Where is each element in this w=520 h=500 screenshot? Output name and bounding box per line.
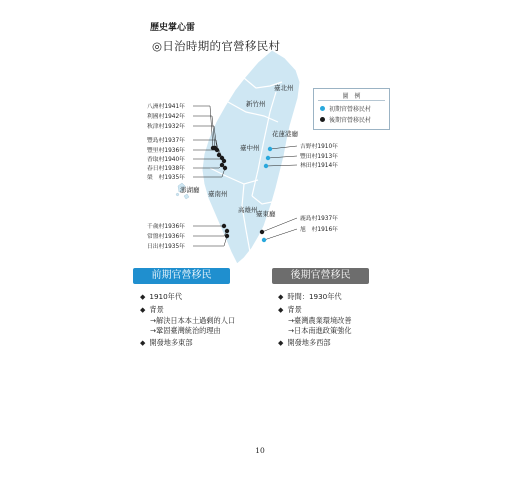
late-dot-icon — [320, 117, 325, 122]
late-heading: 後期官營移民 — [272, 268, 369, 284]
leader-line — [262, 218, 297, 232]
early-village-dot — [264, 164, 268, 168]
region-taitung: 臺東廳 — [256, 210, 276, 218]
village-label-west: 日出村1935年 — [147, 244, 185, 250]
early-village-dot — [268, 147, 272, 151]
legend-divider — [318, 100, 385, 101]
diamond-icon: ◆ — [140, 293, 146, 301]
region-hsinchu: 新竹州 — [246, 100, 266, 108]
village-label-west: 豐島村1937年 — [147, 138, 185, 144]
early-background — [140, 305, 164, 315]
late-village-dot — [222, 159, 226, 163]
early-bg1: →解決日本本土過剩的人口 — [150, 316, 236, 325]
early-heading: 前期官營移民 — [133, 268, 230, 284]
late-dev-text: 開發地多西部 — [287, 338, 331, 347]
diamond-icon: ◆ — [278, 306, 284, 314]
village-label-southeast: 旭 村1916年 — [300, 227, 338, 233]
late-village-dot — [225, 234, 229, 238]
leader-line — [193, 236, 227, 246]
legend — [313, 88, 390, 130]
region-hualien: 花蓮港廳 — [272, 130, 298, 138]
region-tainan: 臺南州 — [208, 190, 228, 198]
early-background-text: 背景 — [149, 305, 164, 314]
village-label-west: 八洲村1941年 — [147, 104, 185, 110]
leader-line — [264, 229, 297, 240]
legend-early-label: 初期官營移民村 — [329, 106, 372, 113]
late-era-text: 時間：1930年代 — [287, 292, 342, 301]
village-label-east: 吉野村1910年 — [300, 144, 338, 150]
legend-late-row — [320, 115, 371, 124]
leader-line — [193, 231, 227, 236]
village-label-west: 春日村1938年 — [147, 166, 185, 172]
village-label-west: 利國村1942年 — [147, 114, 185, 120]
late-village-dot — [222, 224, 226, 228]
village-label-west: 榮 村1935年 — [147, 175, 185, 181]
diamond-icon: ◆ — [278, 293, 284, 301]
diamond-icon: ◆ — [278, 339, 284, 347]
village-label-west: 豐里村1936年 — [147, 148, 185, 154]
diamond-icon: ◆ — [140, 306, 146, 314]
region-taipei: 臺北州 — [274, 84, 294, 92]
early-village-dot — [266, 156, 270, 160]
early-bg2: →鞏固臺灣統治的理由 — [150, 326, 221, 335]
village-label-west: 常盤村1936年 — [147, 234, 185, 240]
diamond-icon: ◆ — [140, 339, 146, 347]
late-background-text: 背景 — [287, 305, 302, 314]
region-taichung: 臺中州 — [240, 144, 260, 152]
late-background — [278, 305, 302, 315]
village-label-southeast: 鹿島村1937年 — [300, 216, 338, 222]
early-dev — [140, 338, 193, 348]
late-era — [278, 292, 342, 302]
village-label-west: 秋津村1932年 — [147, 124, 185, 130]
early-era-text: 1910年代 — [149, 292, 183, 301]
header-title: 歷史掌心雷 — [150, 23, 196, 33]
legend-title: 圖 例 — [342, 93, 361, 100]
legend-late-label: 後期官營移民村 — [329, 117, 372, 124]
late-village-dot — [225, 229, 229, 233]
region-penghu: 澎湖廳 — [180, 186, 200, 194]
early-dot-icon — [320, 106, 325, 111]
village-label-west: 香取村1940年 — [147, 157, 185, 163]
late-bg1: →臺灣農業環境改善 — [288, 316, 352, 325]
late-village-dot — [260, 230, 264, 234]
region-takao-label: 高雄州 — [238, 206, 258, 214]
early-village-dot — [262, 238, 266, 242]
village-label-east: 林田村1914年 — [300, 163, 338, 169]
late-bg2: →日本南進政策強化 — [288, 326, 352, 335]
late-village-dot — [223, 166, 227, 170]
section-title: ◎日治時期的官營移民村 — [152, 39, 281, 53]
page-number: 10 — [255, 446, 265, 455]
early-era — [140, 292, 182, 302]
village-label-west: 千歲村1936年 — [147, 224, 185, 230]
region-takao — [238, 205, 258, 214]
legend-early-row — [320, 104, 371, 113]
late-dev — [278, 338, 331, 348]
early-dev-text: 開發地多東部 — [149, 338, 193, 347]
village-label-east: 豐田村1913年 — [300, 154, 338, 160]
late-village-dot — [215, 148, 219, 152]
